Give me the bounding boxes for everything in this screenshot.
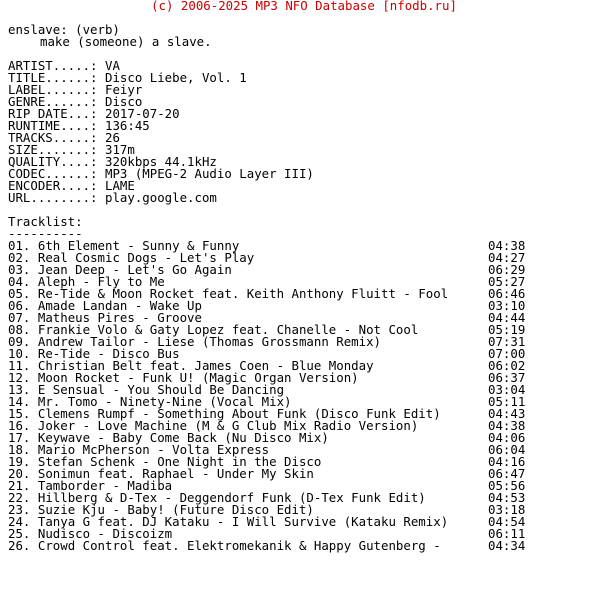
track-title: Matheus Pires - Groove [37, 310, 202, 325]
track-number: 23. [8, 502, 31, 517]
track-number: 12. [8, 370, 31, 385]
track-number: 08. [8, 322, 31, 337]
track-title: Jean Deep - Let's Go Again [37, 262, 232, 277]
track-title: E Sensual - You Should Be Dancing [37, 382, 285, 397]
track-duration: 06:11 [488, 526, 526, 541]
track-number: 13. [8, 382, 31, 397]
track-duration: 04:34 [488, 538, 526, 553]
track-row [8, 540, 441, 552]
info-value: 2017-07-20 [105, 106, 180, 121]
tracklist-rule: ---------- [8, 226, 83, 241]
info-value: Disco Liebe, Vol. 1 [105, 70, 247, 85]
track-title: Nudisco - Discoizm [37, 526, 173, 541]
track-number: 26. [8, 538, 31, 553]
info-value: MP3 (MPEG-2 Audio Layer III) [105, 166, 314, 181]
info-label: ARTIST.....: [8, 58, 98, 73]
track-number: 09. [8, 334, 31, 349]
track-duration: 06:04 [488, 442, 526, 457]
track-title: Re-Tide - Disco Bus [37, 346, 180, 361]
track-duration: 04:27 [488, 250, 526, 265]
track-number: 06. [8, 298, 31, 313]
track-title: Stefan Schenk - One Night in the Disco [37, 454, 322, 469]
track-duration: 05:19 [488, 322, 526, 337]
track-number: 19. [8, 454, 31, 469]
track-title: Real Cosmic Dogs - Let's Play [37, 250, 255, 265]
info-label: TRACKS.....: [8, 130, 98, 145]
info-label: SIZE.......: [8, 142, 98, 157]
info-label: RIP DATE...: [8, 106, 98, 121]
track-duration: 04:38 [488, 418, 526, 433]
track-title: Hillberg & D-Tex - Deggendorf Funk (D-Tex Funk Edit) [37, 490, 426, 505]
track-duration: 04:53 [488, 490, 526, 505]
info-row [8, 192, 217, 204]
track-duration: 03:18 [488, 502, 526, 517]
info-label: LABEL......: [8, 82, 98, 97]
track-title: Joker - Love Machine (M & G Club Mix Radio Version) [37, 418, 419, 433]
track-duration: 05:56 [488, 478, 526, 493]
track-duration: 06:29 [488, 262, 526, 277]
track-number: 18. [8, 442, 31, 457]
info-value: VA [105, 58, 120, 73]
track-duration: 06:46 [488, 286, 526, 301]
track-duration: 05:27 [488, 274, 526, 289]
site-banner: (c) 2006-2025 MP3 NFO Database [nfodb.ru] [151, 0, 457, 13]
track-duration: 04:38 [488, 238, 526, 253]
track-number: 01. [8, 238, 31, 253]
track-duration: 05:11 [488, 394, 526, 409]
track-duration: 06:37 [488, 370, 526, 385]
definition-head: enslave: (verb) [8, 22, 120, 37]
track-title: Aleph - Fly to Me [37, 274, 165, 289]
info-label: CODEC......: [8, 166, 98, 181]
track-title: Clemens Rumpf - Something About Funk (Disco Funk Edit) [37, 406, 441, 421]
track-title: Mario McPherson - Volta Express [37, 442, 270, 457]
info-value: Feiyr [105, 82, 143, 97]
info-label: TITLE......: [8, 70, 98, 85]
info-value: 26 [105, 130, 120, 145]
track-title: Crowd Control feat. Elektromekanik & Happy Gutenberg - [37, 538, 441, 553]
tracklist-heading: Tracklist: [8, 214, 83, 229]
info-value: Disco [105, 94, 143, 109]
track-title: 6th Element - Sunny & Funny [37, 238, 240, 253]
track-number: 07. [8, 310, 31, 325]
track-duration: 04:43 [488, 406, 526, 421]
track-title: Amade Landan - Wake Up [37, 298, 202, 313]
info-value: 136:45 [105, 118, 150, 133]
track-number: 20. [8, 466, 31, 481]
track-title: Tanya G feat. DJ Kataku - I Will Survive (Kataku Remix) [37, 514, 449, 529]
track-number: 03. [8, 262, 31, 277]
track-title: Sonimun feat. Raphael - Under My Skin [37, 466, 314, 481]
track-title: Suzie Kju - Baby! (Future Disco Edit) [37, 502, 314, 517]
track-title: Tamborder - Madiba [37, 478, 173, 493]
info-value: LAME [105, 178, 135, 193]
track-number: 16. [8, 418, 31, 433]
track-number: 05. [8, 286, 31, 301]
track-duration: 04:54 [488, 514, 526, 529]
track-title: Christian Belt feat. James Coen - Blue Monday [37, 358, 374, 373]
track-number: 11. [8, 358, 31, 373]
track-duration: 07:31 [488, 334, 526, 349]
track-number: 17. [8, 430, 31, 445]
info-value: 317m [105, 142, 135, 157]
track-title: Andrew Tailor - Liese (Thomas Grossmann Remix) [37, 334, 382, 349]
info-label: URL........: [8, 190, 98, 205]
info-label: GENRE......: [8, 94, 98, 109]
track-number: 15. [8, 406, 31, 421]
track-number: 21. [8, 478, 31, 493]
track-title: Moon Rocket - Funk U! (Magic Organ Version) [37, 370, 359, 385]
track-duration: 03:10 [488, 298, 526, 313]
track-number: 02. [8, 250, 31, 265]
track-number: 22. [8, 490, 31, 505]
track-duration: 04:16 [488, 454, 526, 469]
track-duration: 03:04 [488, 382, 526, 397]
track-duration: 06:02 [488, 358, 526, 373]
info-value: 320kbps 44.1kHz [105, 154, 217, 169]
track-duration: 04:06 [488, 430, 526, 445]
info-label: ENCODER....: [8, 178, 98, 193]
track-number: 04. [8, 274, 31, 289]
track-title: Frankie Volo & Gaty Lopez feat. Chanelle - Not Cool [37, 322, 419, 337]
track-title: Keywave - Baby Come Back (Nu Disco Mix) [37, 430, 329, 445]
info-value: play.google.com [105, 190, 217, 205]
track-number: 24. [8, 514, 31, 529]
track-duration: 06:47 [488, 466, 526, 481]
track-number: 10. [8, 346, 31, 361]
track-duration: 07:00 [488, 346, 526, 361]
track-duration: 04:44 [488, 310, 526, 325]
info-label: RUNTIME....: [8, 118, 98, 133]
definition-body: make (someone) a slave. [40, 34, 212, 49]
info-label: QUALITY....: [8, 154, 98, 169]
track-number: 14. [8, 394, 31, 409]
track-title: Mr. Tomo - Ninety-Nine (Vocal Mix) [37, 394, 292, 409]
track-title: Re-Tide & Moon Rocket feat. Keith Anthony Fluitt - Fool [37, 286, 449, 301]
track-number: 25. [8, 526, 31, 541]
